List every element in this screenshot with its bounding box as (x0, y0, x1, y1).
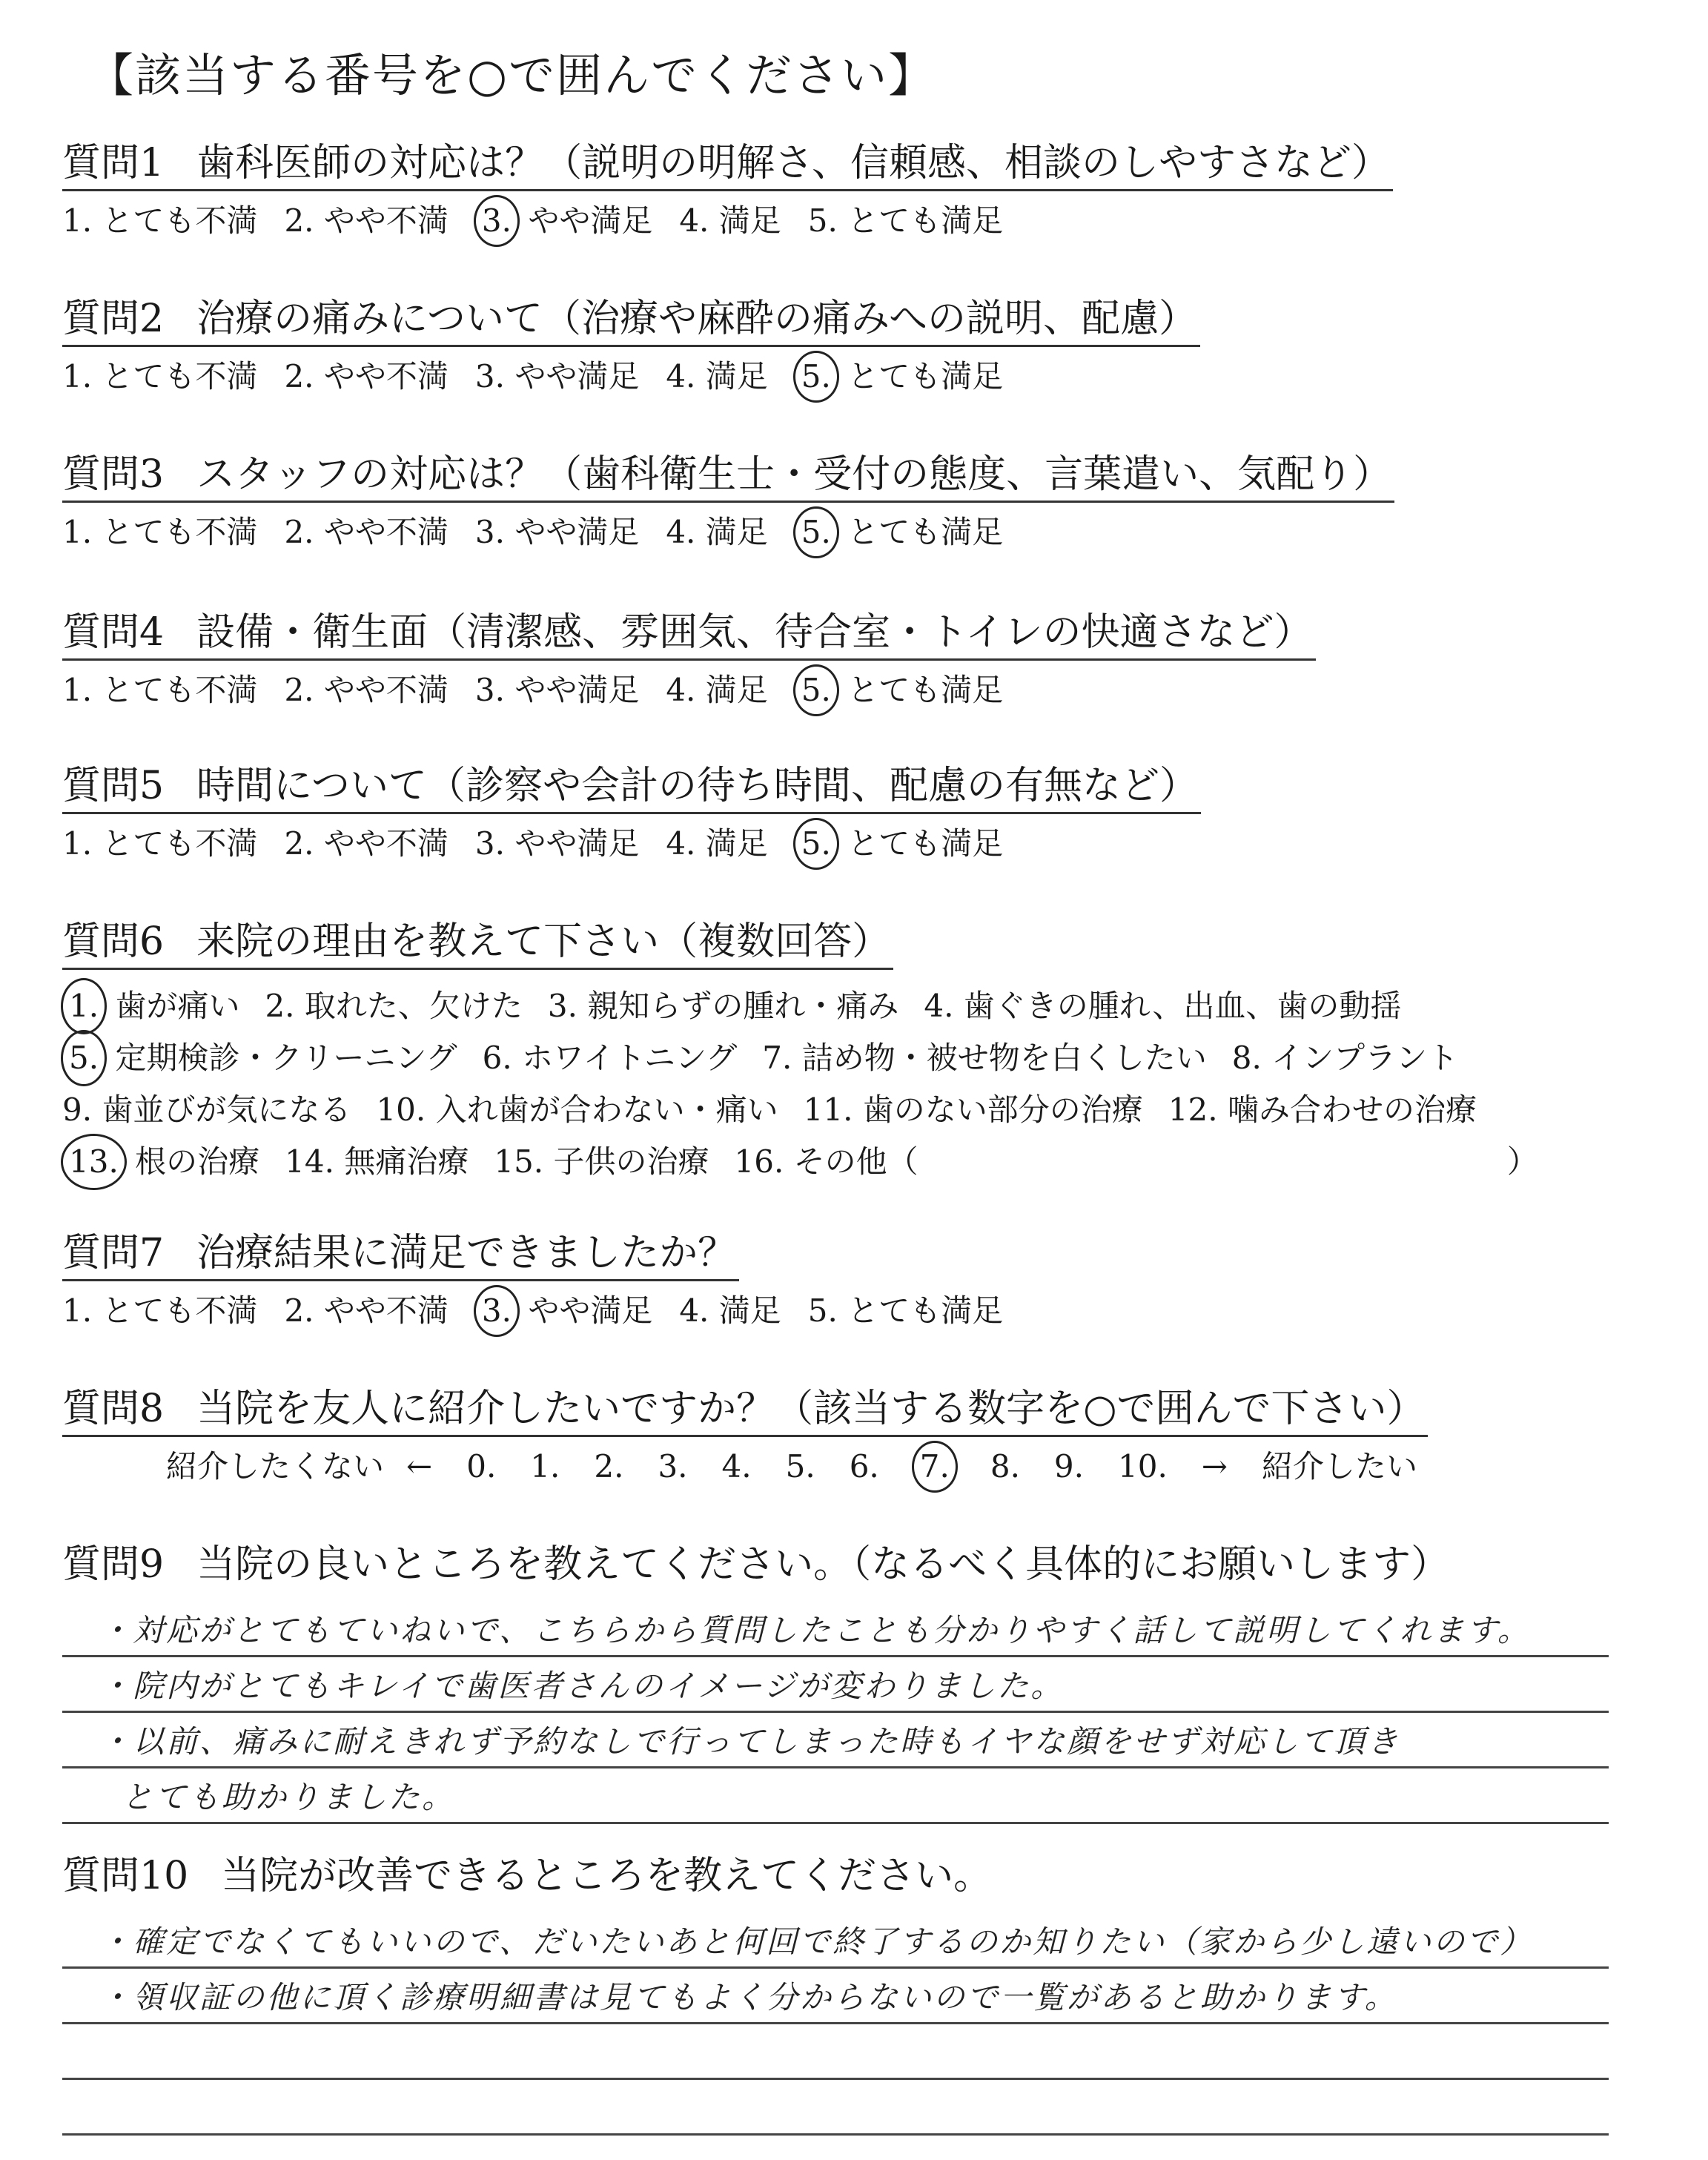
reason-option-16[interactable] (735, 1136, 918, 1188)
question-text: 当院が改善できるところを教えてください。 (221, 1854, 993, 1898)
scale-value-0[interactable] (466, 1443, 496, 1490)
question-text: 時間について（診察や会計の待ち時間、配慮の有無など） (196, 764, 1199, 808)
option-number: 1. (61, 978, 107, 1034)
option-5[interactable] (795, 353, 1003, 400)
option-number: 3. (474, 514, 505, 550)
scale-right-label: 紹介したい (1262, 1448, 1418, 1484)
question-10 (62, 1850, 995, 1902)
handwritten-text: ・以前、痛みに耐えきれず予約なしで行ってしまった時もイヤな顔をせず対応して頂き (99, 1723, 1401, 1760)
option-label: その他（ (793, 1143, 918, 1180)
handwritten-text: ・対応がとてもていねいで、こちらから質問したことも分かりやすく話して説明してくれます。 (99, 1612, 1531, 1648)
option-number: 3. (474, 195, 520, 247)
question-text: 治療の痛みについて（治療や麻酔の痛みへの説明、配慮） (196, 297, 1198, 341)
option-number: 5. (793, 818, 839, 870)
option-label: 根の治療 (135, 1143, 260, 1180)
question-6 (62, 916, 1538, 1188)
scale-value-10[interactable] (1118, 1443, 1168, 1490)
option-number: 12. (1168, 1091, 1218, 1128)
handwritten-text: ・院内がとてもキレイで歯医者さんのイメージが変わりました。 (99, 1668, 1065, 1704)
scale-number: 3. (658, 1448, 688, 1484)
question-text: スタッフの対応は？（歯科衛生士・受付の態度、言葉遣い、気配り） (196, 452, 1392, 497)
question-text: 歯科医師の対応は？（説明の明解さ、信頼感、相談のしやすさなど） (196, 141, 1391, 185)
option-number: 13. (61, 1134, 127, 1190)
option-3[interactable] (475, 197, 652, 245)
option-label: 子供の治療 (553, 1143, 709, 1180)
option-label: 取れた、欠けた (304, 988, 523, 1024)
options-row (62, 1136, 1538, 1188)
option-4[interactable]: 4. 満足 (666, 672, 768, 708)
option-1[interactable]: 1. とても不満 (62, 1292, 258, 1329)
question-5-heading (62, 760, 1201, 814)
option-2[interactable]: 2. やや不満 (284, 672, 448, 708)
left-arrow-icon: ← (406, 1448, 433, 1484)
scale-value-1[interactable] (530, 1443, 560, 1490)
question-text: 当院の良いところを教えてください。（なるべく具体的にお願いします） (196, 1542, 1450, 1587)
question-4 (62, 607, 1316, 714)
option-number: 11. (803, 1091, 853, 1128)
option-3[interactable] (475, 820, 639, 868)
question-7-heading (62, 1227, 739, 1281)
right-arrow-icon: → (1201, 1448, 1228, 1484)
recommend-scale (166, 1443, 1452, 1490)
option-number: 10. (376, 1091, 426, 1128)
option-1[interactable]: 1. とても不満 (62, 202, 258, 239)
option-4[interactable]: 4. 満足 (666, 514, 768, 550)
question-number: 質問6 (62, 919, 165, 964)
option-number: 6. (482, 1040, 512, 1076)
scale-value-3[interactable] (658, 1443, 687, 1490)
option-label: 詰め物・被せ物を白くしたい (801, 1040, 1207, 1076)
reason-option-9[interactable] (62, 1084, 351, 1136)
answer-line[interactable] (62, 2080, 1609, 2136)
reason-option-1[interactable] (62, 980, 239, 1032)
option-number: 14. (285, 1143, 334, 1180)
scale-value-6[interactable] (850, 1443, 879, 1490)
scale-number: 1. (530, 1448, 560, 1484)
question-10-answer-area[interactable] (62, 1913, 1609, 2136)
question-6-options (62, 980, 1538, 1188)
scale-number: 7. (912, 1441, 958, 1493)
option-label: 歯ぐきの腫れ、出血、歯の動揺 (963, 988, 1402, 1024)
handwritten-text: ・領収証の他に頂く診療明細書は見てもよく分からないので一覧があると助かります。 (99, 1979, 1398, 2015)
question-1 (62, 137, 1393, 245)
question-6-heading (62, 916, 893, 970)
option-4[interactable]: 4. 満足 (666, 825, 768, 862)
reason-option-12[interactable] (1168, 1084, 1477, 1136)
other-field-close: ） (1506, 1143, 1538, 1180)
reason-option-8[interactable] (1232, 1032, 1458, 1084)
scale-number: 9. (1053, 1448, 1084, 1484)
question-text: 来院の理由を教えて下さい（複数回答） (196, 919, 891, 964)
option-number: 16. (734, 1143, 784, 1180)
option-label: やや満足 (528, 1292, 653, 1329)
options-row (62, 1032, 1538, 1084)
option-number: 15. (494, 1143, 544, 1180)
question-4-heading (62, 607, 1316, 661)
option-number: 5. (807, 202, 838, 239)
option-label: 歯が痛い (115, 988, 240, 1024)
scale-value-7[interactable] (913, 1443, 956, 1490)
option-label: とても満足 (847, 358, 1004, 394)
option-4[interactable]: 4. 満足 (666, 358, 768, 394)
answer-line[interactable] (62, 1913, 1609, 1969)
question-number: 質問3 (62, 452, 165, 497)
option-3[interactable] (475, 353, 639, 400)
scale-value-2[interactable] (594, 1443, 623, 1490)
question-2 (62, 293, 1200, 400)
reason-option-13[interactable] (62, 1136, 259, 1188)
reason-option-6[interactable] (483, 1032, 738, 1084)
option-number: 3. (474, 825, 505, 862)
reason-option-10[interactable] (376, 1084, 778, 1136)
question-7-options (62, 1287, 1030, 1335)
scale-number: 5. (785, 1448, 815, 1484)
question-8 (62, 1383, 1452, 1490)
option-label: 無痛治療 (344, 1143, 469, 1180)
option-label: やや満足 (514, 825, 640, 862)
option-number: 3. (474, 358, 505, 394)
options-row (62, 980, 1538, 1032)
option-label: やや満足 (514, 514, 640, 550)
question-9-answer-area[interactable] (62, 1602, 1609, 1824)
option-label: 歯並びが気になる (102, 1091, 351, 1128)
option-label: 親知らずの腫れ・痛み (587, 988, 899, 1024)
option-label: 噛み合わせの治療 (1227, 1091, 1477, 1128)
question-number: 質問5 (62, 764, 165, 808)
option-5[interactable] (795, 820, 1003, 868)
question-text: 設備・衛生面（清潔感、雰囲気、待合室・トイレの快適さなど） (196, 610, 1313, 655)
option-label: 歯のない部分の治療 (862, 1091, 1143, 1128)
question-number: 質問9 (62, 1542, 165, 1587)
option-label: とても満足 (847, 672, 1004, 708)
option-label: とても満足 (847, 202, 1004, 239)
page-title: 【該当する番号を○で囲んでください】 (87, 48, 936, 102)
option-label: とても満足 (847, 825, 1004, 862)
option-number: 8. (1231, 1040, 1262, 1076)
question-3-options (62, 509, 1394, 556)
scale-number: 2. (594, 1448, 624, 1484)
option-label: とても満足 (847, 514, 1004, 550)
option-3[interactable] (475, 667, 639, 714)
option-label: やや満足 (514, 672, 640, 708)
option-4[interactable]: 4. 満足 (679, 1292, 781, 1329)
option-label: やや満足 (514, 358, 640, 394)
option-2[interactable]: 2. やや不満 (284, 1292, 448, 1329)
option-label: 入れ歯が合わない・痛い (435, 1091, 778, 1128)
reason-option-15[interactable] (494, 1136, 709, 1188)
option-number: 3. (547, 988, 577, 1024)
option-number: 5. (793, 351, 839, 403)
option-label: インプラント (1271, 1040, 1459, 1076)
question-9-heading (62, 1539, 1452, 1591)
question-text: 当院を友人に紹介したいですか？（該当する数字を○で囲んで下さい） (196, 1387, 1426, 1431)
reason-option-5[interactable] (62, 1032, 457, 1084)
option-number: 7. (762, 1040, 792, 1076)
question-9 (62, 1539, 1452, 1591)
question-number: 質問8 (62, 1387, 165, 1431)
option-1[interactable]: 1. とても不満 (62, 825, 258, 862)
option-2[interactable]: 2. やや不満 (284, 202, 448, 239)
reason-option-14[interactable] (285, 1136, 469, 1188)
option-4[interactable]: 4. 満足 (679, 202, 781, 239)
reason-option-7[interactable] (762, 1032, 1206, 1084)
option-2[interactable]: 2. やや不満 (284, 514, 448, 550)
option-number: 5. (793, 506, 839, 558)
scale-number: 4. (721, 1448, 752, 1484)
question-2-options (62, 353, 1200, 400)
option-3[interactable] (475, 1287, 652, 1335)
option-number: 9. (62, 1091, 93, 1128)
option-number: 5. (807, 1292, 838, 1329)
option-number: 2. (265, 988, 295, 1024)
option-number: 3. (474, 1285, 520, 1337)
question-3-heading (62, 449, 1394, 503)
option-5[interactable] (795, 509, 1003, 556)
question-number: 質問10 (62, 1854, 189, 1898)
question-7 (62, 1227, 1030, 1335)
handwritten-text: とても助かりました。 (122, 1779, 456, 1815)
option-1[interactable]: 1. とても不満 (62, 672, 258, 708)
scale-number: 0. (466, 1448, 497, 1484)
question-8-heading (62, 1383, 1428, 1437)
scale-value-9[interactable] (1054, 1443, 1084, 1490)
option-number: 4. (924, 988, 954, 1024)
option-1[interactable]: 1. とても不満 (62, 358, 258, 394)
answer-line[interactable] (62, 1768, 1609, 1824)
question-10-heading (62, 1850, 995, 1902)
question-1-heading (62, 137, 1393, 191)
question-number: 質問2 (62, 297, 165, 341)
option-3[interactable] (475, 509, 639, 556)
question-5-options (62, 820, 1201, 868)
reason-option-2[interactable] (265, 980, 522, 1032)
reason-option-11[interactable] (804, 1084, 1143, 1136)
answer-line[interactable] (62, 2024, 1609, 2080)
option-2[interactable]: 2. やや不満 (284, 825, 448, 862)
answer-line[interactable] (62, 1657, 1609, 1713)
scale-value-8[interactable] (990, 1443, 1020, 1490)
answer-line[interactable] (62, 1602, 1609, 1657)
option-label: ホワイトニング (522, 1040, 738, 1076)
scale-number: 6. (849, 1448, 879, 1484)
scale-number: 10. (1118, 1448, 1168, 1484)
options-row (62, 1084, 1538, 1136)
scale-left-label: 紹介したくない (166, 1448, 385, 1484)
option-label: 定期検診・クリーニング (115, 1040, 457, 1076)
option-5[interactable] (795, 667, 1003, 714)
option-number: 5. (793, 664, 839, 716)
handwritten-text: ・確定でなくてもいいので、だいたいあと何回で終了するのか知りたい（家から少し遠いので） (99, 1923, 1534, 1960)
reason-option-3[interactable] (548, 980, 898, 1032)
scale-value-4[interactable] (722, 1443, 752, 1490)
question-text: 治療結果に満足できましたか？ (196, 1231, 737, 1275)
option-1[interactable]: 1. とても不満 (62, 514, 258, 550)
scale-number: 8. (990, 1448, 1020, 1484)
option-2[interactable]: 2. やや不満 (284, 358, 448, 394)
question-3 (62, 449, 1394, 556)
answer-line[interactable] (62, 1713, 1609, 1768)
option-label: とても満足 (847, 1292, 1004, 1329)
question-number: 質問1 (62, 141, 165, 185)
option-number: 5. (61, 1030, 107, 1086)
question-2-heading (62, 293, 1200, 347)
question-number: 質問4 (62, 610, 165, 655)
question-1-options (62, 197, 1393, 245)
option-5[interactable] (808, 1287, 1003, 1335)
question-number: 質問7 (62, 1231, 165, 1275)
answer-line[interactable] (62, 1969, 1609, 2024)
option-label: やや満足 (528, 202, 653, 239)
reason-option-4[interactable] (924, 980, 1401, 1032)
scale-value-5[interactable] (786, 1443, 815, 1490)
question-4-options (62, 667, 1316, 714)
option-number: 3. (474, 672, 505, 708)
option-5[interactable] (808, 197, 1003, 245)
question-5 (62, 760, 1201, 868)
